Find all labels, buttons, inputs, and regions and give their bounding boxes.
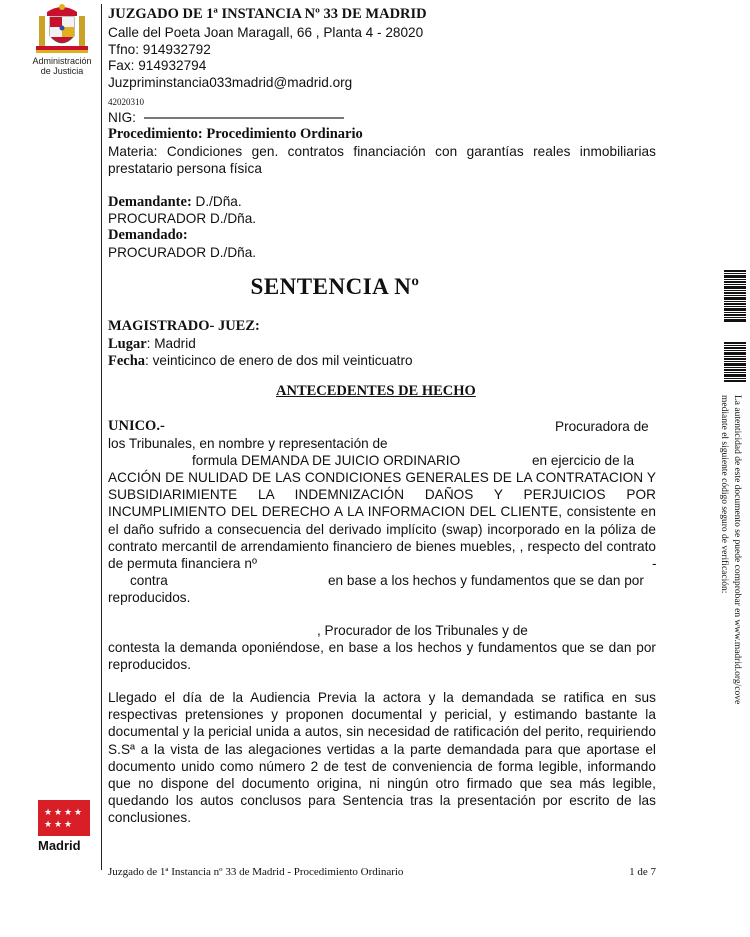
contra-rest: en base a los hechos y fundamentos que se dan por bbox=[328, 573, 644, 588]
svg-text:★: ★ bbox=[43, 808, 53, 818]
verification-line-2: mediante el siguiente código seguro de verificación: bbox=[719, 395, 729, 594]
court-name: JUZGADO DE 1ª INSTANCIA Nº 33 DE MADRID bbox=[108, 6, 427, 22]
demandante-label: Demandante: bbox=[108, 194, 192, 210]
llegado-paragraph: Llegado el día de la Audiencia Previa la actora y la demandada se ratifica en sus respectivas pretensiones y proponen documental y pericial, y estimando bastante la documental y la pericial unida a autos, sin necesidad de ratificación del perito, requiriendo S.Sª a la vista de las alegaciones vertidas a la parte demandada para que aportase el documento unido como número 2 de test de conveniencia de forma legible, informando que no dispone del documento origina, ni ningún otro firmado que sea más legible, quedando los autos conclusos para Sentencia tras la presentación por escrito de las conclusiones. bbox=[108, 690, 656, 826]
unico-procuradora: Procuradora de bbox=[555, 419, 649, 434]
verification-note bbox=[683, 395, 743, 705]
procurador-1: PROCURADOR D./Dña. bbox=[108, 211, 257, 226]
admin-label-line2: de Justicia bbox=[40, 66, 84, 76]
court-address: Calle del Poeta Joan Maragall, 66 , Planta 4 - 28020 bbox=[108, 25, 424, 40]
lugar-label: Lugar bbox=[108, 336, 147, 352]
court-fax: Fax: 914932794 bbox=[108, 58, 207, 73]
antecedentes-heading: ANTECEDENTES DE HECHO bbox=[276, 383, 476, 399]
svg-text:★: ★ bbox=[63, 808, 73, 818]
svg-text:★: ★ bbox=[43, 820, 53, 830]
procurador-line: , Procurador de los Tribunales y de bbox=[317, 623, 528, 638]
unico-body: ACCIÓN DE NULIDAD DE LAS CONDICIONES GENERALES DE LA CONTRATACION Y SUBSIDIARIMIENTE LA INDEMNIZACIÓN DAÑOS Y PERJUICIOS POR INCUMPLIMIENTO DEL DERECHO A LA INFORMACION DEL CLIENTE, consistente en el daño sufrido a consecuencia del derivado implícito (swap) incorporado en la póliza de contrato mercantil de arrendamiento financiero de bienes muebles, , respecto del contrato de permuta financiera nº bbox=[108, 470, 656, 572]
contra-word: contra bbox=[130, 573, 168, 588]
lugar-line bbox=[108, 335, 196, 353]
magistrado-label: MAGISTRADO- JUEZ: bbox=[108, 318, 260, 334]
court-phone: Tfno: 914932792 bbox=[108, 42, 211, 57]
lugar-value: : Madrid bbox=[146, 336, 196, 351]
unico-line-3a: formula DEMANDA DE JUICIO ORDINARIO bbox=[192, 453, 461, 468]
reproducidos-1: reproducidos. bbox=[108, 590, 191, 605]
footer-court: Juzgado de 1ª Instancia nº 33 de Madrid - Procedimiento Ordinario bbox=[108, 866, 404, 878]
madrid-logo-label: Madrid bbox=[38, 838, 81, 853]
demandante-value: D./Dña. bbox=[191, 194, 242, 209]
nig-redaction bbox=[144, 117, 344, 119]
document-code: 42020310 bbox=[108, 97, 144, 107]
contract-dash: - bbox=[652, 556, 657, 571]
barcode-icon-2 bbox=[724, 342, 746, 382]
nig-line bbox=[108, 109, 344, 126]
unico-line-3b: en ejercicio de la bbox=[532, 453, 635, 468]
svg-text:★: ★ bbox=[53, 808, 63, 818]
procurador-2: PROCURADOR D./Dña. bbox=[108, 245, 257, 260]
court-email: Juzpriminstancia033madrid@madrid.org bbox=[108, 75, 353, 90]
svg-text:★: ★ bbox=[53, 820, 63, 830]
verification-line-1: La autenticidad de este documento se puede comprobar en www.madrid.org/cove bbox=[732, 395, 742, 705]
barcode-icon bbox=[724, 270, 746, 322]
svg-text:★: ★ bbox=[63, 820, 73, 830]
unico-line-2: los Tribunales, en nombre y representación de bbox=[108, 436, 388, 451]
unico-label: UNICO.- bbox=[108, 418, 165, 434]
administracion-justicia-label bbox=[20, 56, 104, 76]
contesta-paragraph: contesta la demanda oponiéndose, en base a los hechos y fundamentos que se dan por reproducidos. bbox=[108, 640, 656, 673]
spanish-coat-of-arms-icon bbox=[33, 2, 91, 56]
page-number: 1 de 7 bbox=[629, 866, 656, 878]
materia-text: Materia: Condiciones gen. contratos financiación con garantías reales inmobiliarias prestatario persona física bbox=[108, 144, 656, 177]
demandante-line bbox=[108, 193, 242, 211]
fecha-value: : veinticinco de enero de dos mil veinticuatro bbox=[145, 353, 413, 368]
nig-label: NIG: bbox=[108, 110, 136, 125]
margin-rule bbox=[101, 4, 102, 870]
procedure-line: Procedimiento: Procedimiento Ordinario bbox=[108, 126, 363, 142]
fecha-label: Fecha bbox=[108, 353, 146, 369]
demandado-label: Demandado: bbox=[108, 227, 188, 243]
admin-label-line1: Administración bbox=[32, 56, 92, 66]
fecha-line bbox=[108, 352, 413, 370]
svg-text:★: ★ bbox=[73, 808, 83, 818]
comunidad-madrid-stars-icon bbox=[38, 800, 90, 836]
sentencia-title: SENTENCIA Nº bbox=[250, 274, 420, 299]
